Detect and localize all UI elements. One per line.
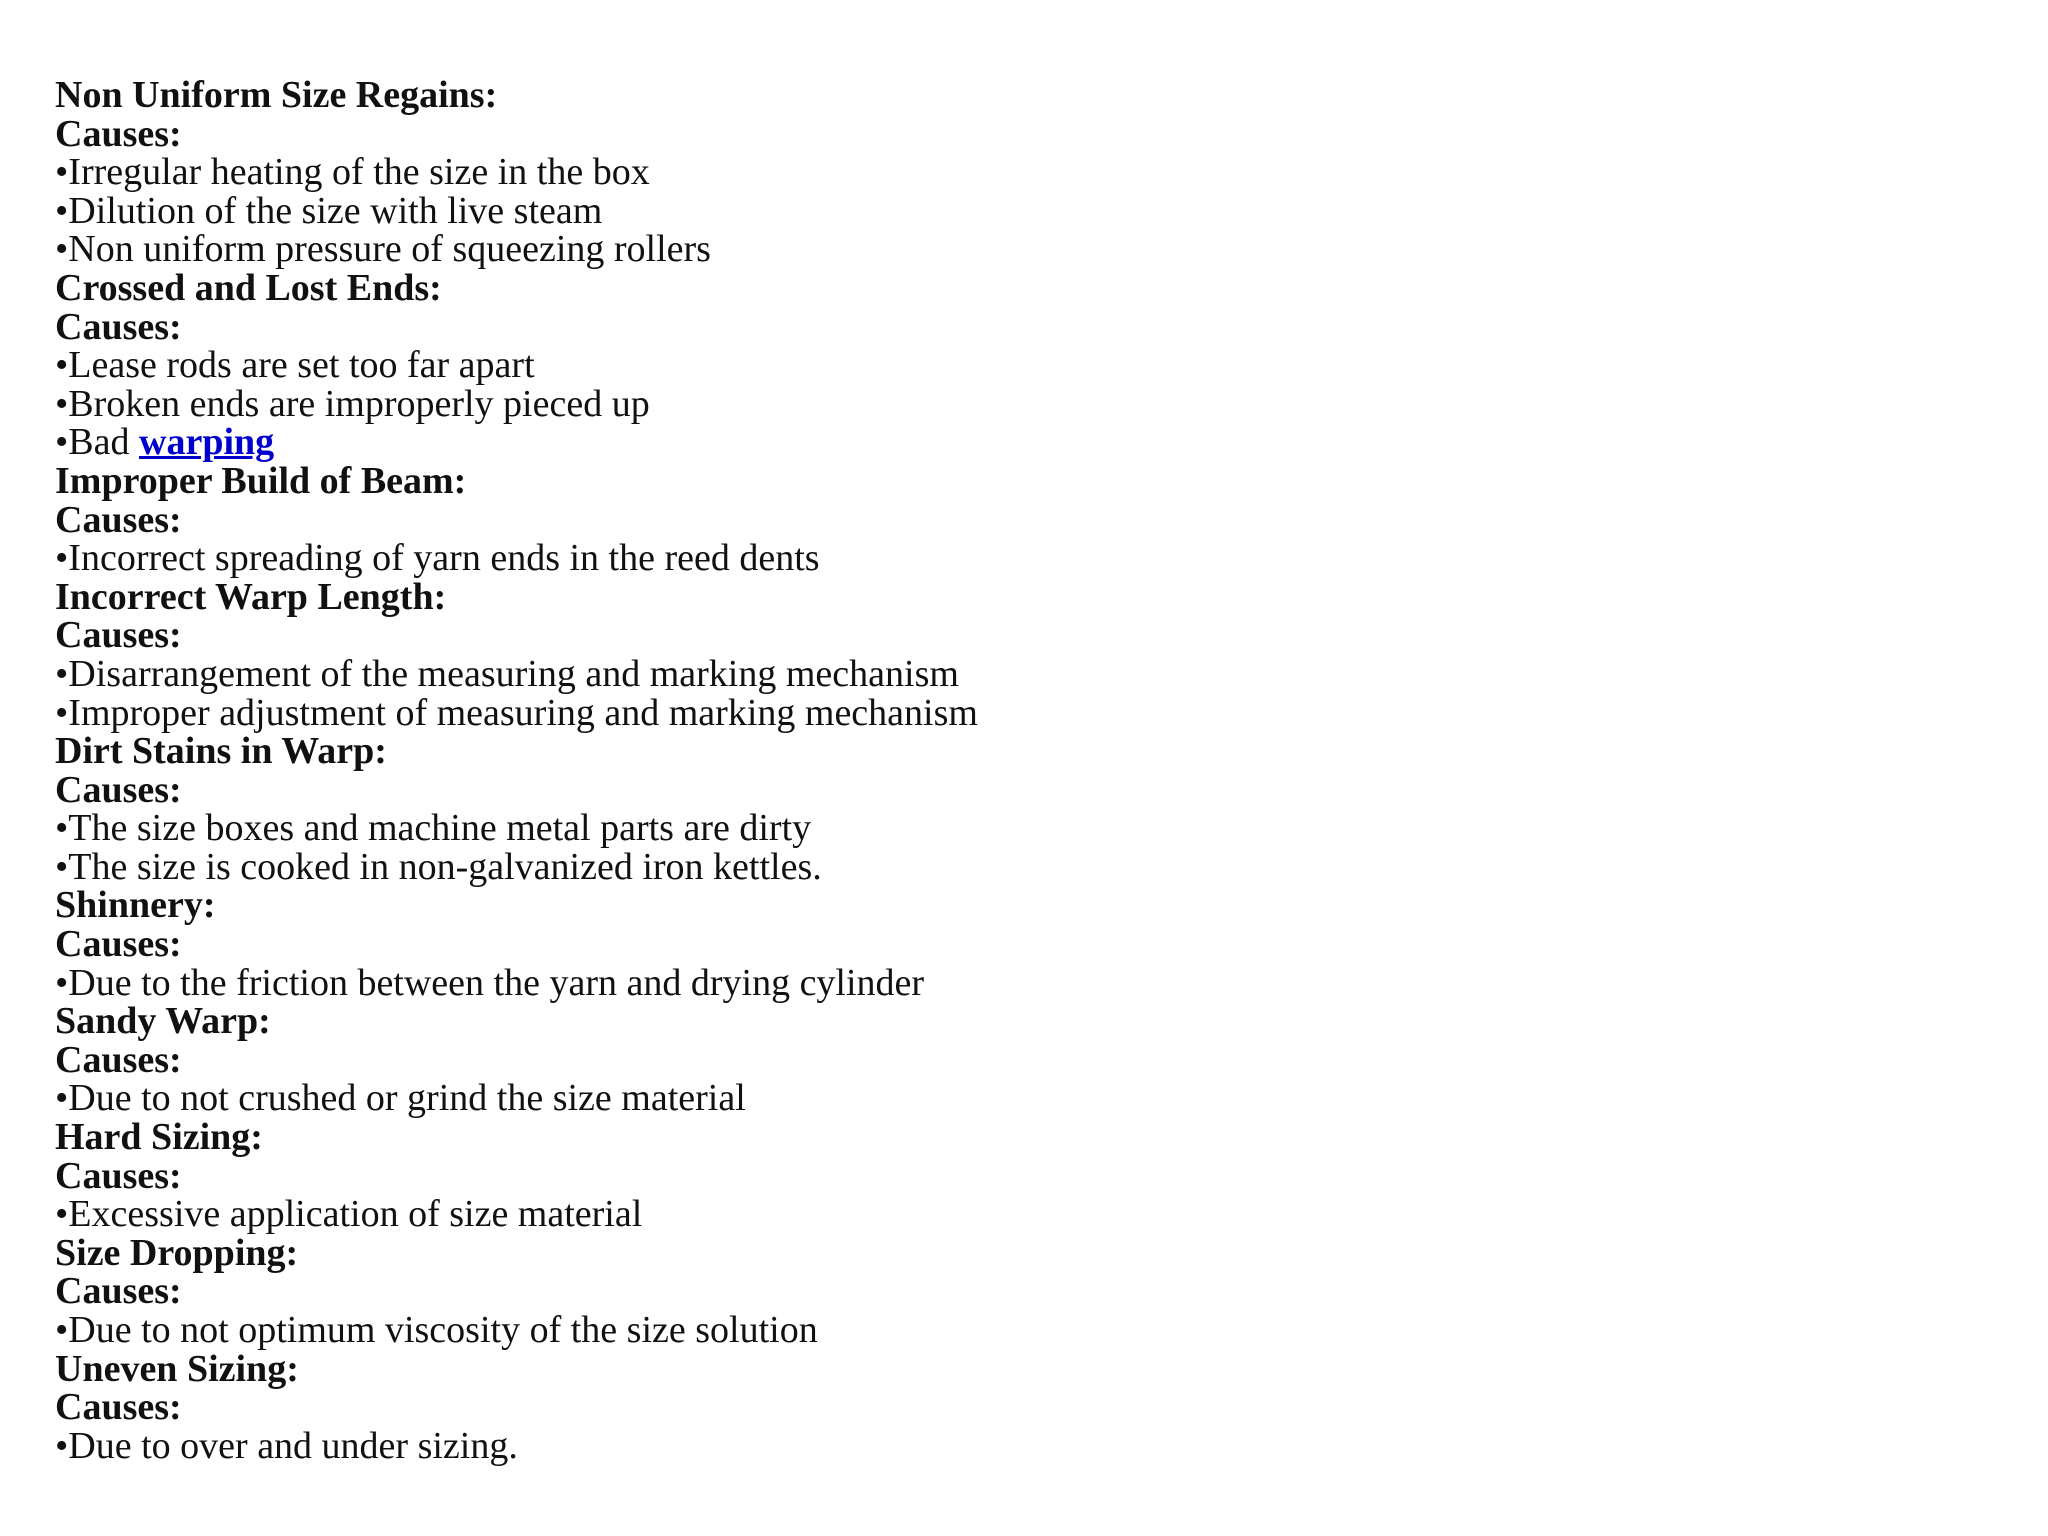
- section-heading: Dirt Stains in Warp:: [55, 730, 387, 773]
- section-heading: Incorrect Warp Length:: [55, 575, 447, 618]
- cause-item: •Due to over and under sizing.: [55, 1424, 518, 1467]
- cause-item: •The size is cooked in non-galvanized iron kettles.: [55, 845, 822, 888]
- section-hard-sizing: [55, 1118, 1955, 1234]
- causes-label: Causes:: [55, 112, 182, 155]
- section-heading: Crossed and Lost Ends:: [55, 266, 442, 309]
- section-dirt-stains-in-warp: [55, 732, 1955, 886]
- section-sandy-warp: [55, 1002, 1955, 1118]
- causes-label: Causes:: [55, 498, 182, 541]
- cause-item: •Improper adjustment of measuring and marking mechanism: [55, 691, 978, 734]
- cause-item: •Irregular heating of the size in the box: [55, 151, 650, 194]
- causes-label: Causes:: [55, 1154, 182, 1197]
- causes-label: Causes:: [55, 768, 182, 811]
- cause-item: •Excessive application of size material: [55, 1193, 643, 1236]
- cause-item: •Dilution of the size with live steam: [55, 189, 603, 232]
- causes-label: Causes:: [55, 1386, 182, 1429]
- section-uneven-sizing: [55, 1347, 1955, 1467]
- cause-item: •Disarrangement of the measuring and marking mechanism: [55, 652, 959, 695]
- section-heading: Non Uniform Size Regains:: [55, 74, 498, 116]
- cause-item: •Non uniform pressure of squeezing rollers: [55, 228, 711, 271]
- cause-item: •Due to not crushed or grind the size material: [55, 1077, 746, 1120]
- section-heading: Sandy Warp:: [55, 1000, 271, 1043]
- section-size-dropping: [55, 1231, 1955, 1351]
- cause-item: •Lease rods are set too far apart: [55, 344, 535, 387]
- cause-item: •Due to the friction between the yarn and drying cylinder: [55, 961, 925, 1004]
- causes-label: Causes:: [55, 1270, 182, 1313]
- warping-link[interactable]: warping: [139, 421, 275, 464]
- causes-label: Causes:: [55, 614, 182, 657]
- causes-label: Causes:: [55, 923, 182, 966]
- section-incorrect-warp-length: [55, 575, 1955, 734]
- cause-item: •Due to not optimum viscosity of the size solution: [55, 1309, 818, 1351]
- cause-item-prefix: •Bad: [55, 421, 140, 464]
- document-body: [55, 76, 1955, 1465]
- section-heading: Improper Build of Beam:: [55, 459, 467, 502]
- causes-label: Causes:: [55, 305, 182, 348]
- cause-item: •The size boxes and machine metal parts are dirty: [55, 807, 812, 850]
- causes-label: Causes:: [55, 1038, 182, 1081]
- section-heading: Size Dropping:: [55, 1231, 299, 1274]
- section-shinnery: [55, 886, 1955, 1002]
- section-heading: Hard Sizing:: [55, 1116, 263, 1159]
- cause-item: •Incorrect spreading of yarn ends in the reed dents: [55, 537, 820, 580]
- section-crossed-and-lost-ends: [55, 266, 1955, 464]
- cause-item-with-link: [55, 423, 1955, 462]
- section-heading: Uneven Sizing:: [55, 1347, 299, 1390]
- section-non-uniform-size-regains: [55, 76, 1955, 269]
- section-improper-build-of-beam: [55, 459, 1955, 580]
- section-heading: Shinnery:: [55, 884, 216, 927]
- cause-item: •Broken ends are improperly pieced up: [55, 382, 650, 425]
